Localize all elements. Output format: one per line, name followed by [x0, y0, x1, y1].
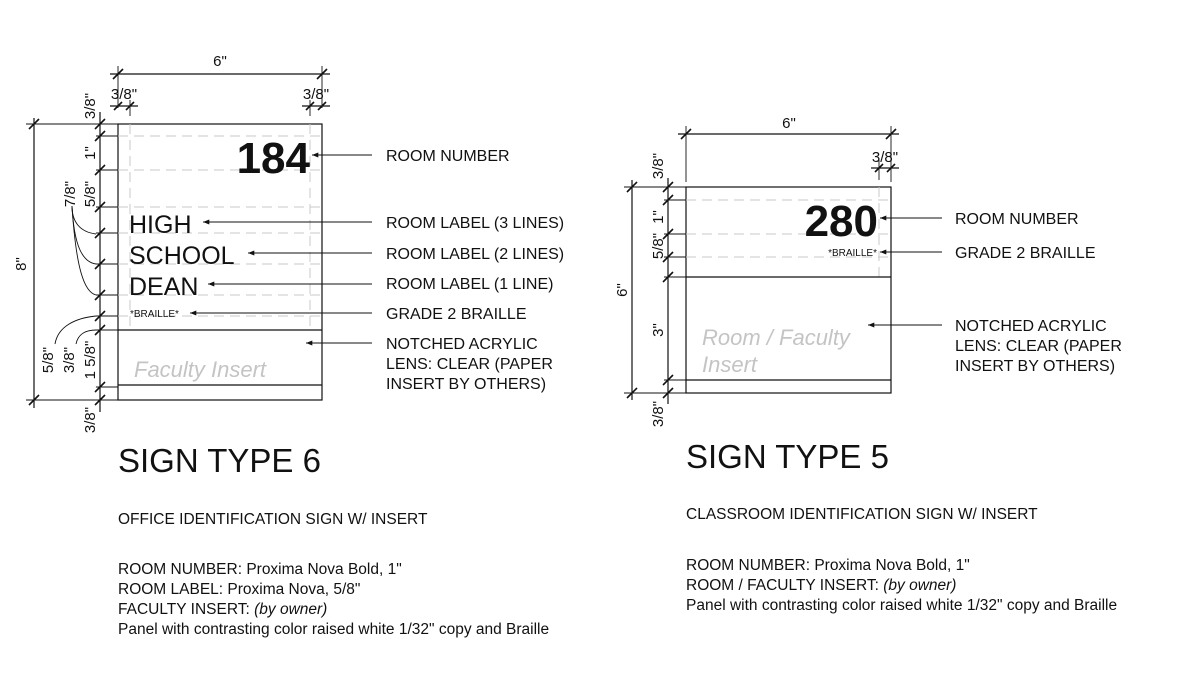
spec-room-label-label: ROOM LABEL: — [118, 581, 224, 598]
spec-block — [118, 561, 549, 638]
sign-title: SIGN TYPE 6 — [118, 442, 321, 479]
sign-panel — [686, 187, 891, 393]
spec-room-number-label: ROOM NUMBER: — [686, 557, 810, 574]
dim-label-line: 5/8" — [82, 180, 99, 208]
faculty-insert-text: Faculty Insert — [134, 357, 267, 382]
callout-lens-line-2: LENS: CLEAR (PAPER — [955, 338, 1122, 355]
room-label-line-1: HIGH — [129, 211, 192, 239]
sign-subtitle: CLASSROOM IDENTIFICATION SIGN W/ INSERT — [686, 506, 1038, 523]
callout-lens-line-3: INSERT BY OTHERS) — [386, 376, 547, 393]
sign-title: SIGN TYPE 5 — [686, 438, 889, 475]
spec-insert-label: FACULTY INSERT: — [118, 601, 250, 618]
width-label: 6" — [213, 53, 227, 70]
dim-room-number: 1" — [82, 146, 99, 160]
callout-room-label-3: ROOM LABEL (3 LINES) — [386, 215, 565, 232]
spec-insert-label: ROOM / FACULTY INSERT: — [686, 577, 879, 594]
margin-right-label: 3/8" — [871, 149, 899, 166]
height-label: 8" — [13, 257, 30, 271]
room-label-line-2: SCHOOL — [129, 242, 235, 270]
margin-dimension — [871, 149, 899, 180]
callout-labels — [386, 148, 564, 393]
callout-lens-line-2: LENS: CLEAR (PAPER — [386, 356, 553, 373]
spec-insert-value: (by owner) — [883, 577, 957, 594]
spec-block — [686, 557, 1117, 614]
callout-room-label-1: ROOM LABEL (1 LINE) — [386, 276, 554, 293]
spec-room-number-label: ROOM NUMBER: — [118, 561, 242, 578]
vertical-chain-dimension — [650, 153, 686, 427]
room-number: 280 — [804, 197, 878, 246]
sign-panel — [118, 124, 322, 400]
dim-bottom-margin: 3/8" — [82, 406, 99, 434]
room-number: 184 — [236, 134, 310, 183]
dim-insert: 1 5/8" — [82, 340, 99, 380]
vertical-chain-dimension — [40, 93, 118, 433]
spec-room-number-value: Proxima Nova Bold, 1" — [246, 561, 402, 578]
margin-left-label: 3/8" — [110, 86, 138, 103]
dim-room-number: 1" — [650, 210, 667, 224]
dim-label-gap: 7/8" — [62, 180, 79, 208]
margin-dimension — [110, 86, 330, 116]
callout-lens-line-1: NOTCHED ACRYLIC — [955, 318, 1107, 335]
sign-subtitle: OFFICE IDENTIFICATION SIGN W/ INSERT — [118, 511, 428, 528]
insert-text-line-2: Insert — [702, 352, 758, 377]
spec-room-number-value: Proxima Nova Bold, 1" — [814, 557, 970, 574]
callout-room-number: ROOM NUMBER — [955, 211, 1079, 228]
margin-right-label: 3/8" — [302, 86, 330, 103]
svg-text:FACULTY INSERT: (by ow — [118, 601, 327, 618]
svg-text:ROOM NUMBER: Proxima N — [118, 561, 402, 578]
dim-insert: 3" — [650, 323, 667, 337]
callout-room-label-2: ROOM LABEL (2 LINES) — [386, 246, 565, 263]
svg-text:ROOM NUMBER: Proxima N — [686, 557, 970, 574]
callout-braille: GRADE 2 BRAILLE — [386, 306, 527, 323]
callout-room-number: ROOM NUMBER — [386, 148, 510, 165]
spec-panel-note: Panel with contrasting color raised white 1/32" copy and Braille — [118, 621, 550, 638]
dim-braille-gap: 5/8" — [650, 232, 667, 260]
dim-top-margin: 3/8" — [82, 92, 99, 120]
callout-labels — [955, 211, 1122, 375]
dim-bottom-margin: 3/8" — [650, 400, 667, 428]
height-label: 6" — [614, 283, 631, 297]
spec-insert-value: (by owner) — [254, 601, 328, 618]
sign-type-6 — [13, 53, 564, 638]
width-label: 6" — [782, 115, 796, 132]
callout-braille: GRADE 2 BRAILLE — [955, 245, 1096, 262]
svg-text:ROOM LABEL: Proxima No — [118, 581, 360, 598]
callout-lens-line-3: INSERT BY OTHERS) — [955, 358, 1116, 375]
width-dimension — [678, 115, 899, 182]
insert-text-line-1: Room / Faculty — [702, 325, 850, 350]
room-label-line-3: DEAN — [129, 273, 199, 301]
spec-panel-note: Panel with contrasting color raised white 1/32" copy and Braille — [686, 597, 1118, 614]
braille-text: *BRAILLE* — [828, 248, 877, 259]
dim-top-margin: 3/8" — [650, 152, 667, 180]
sign-type-5 — [614, 115, 1122, 614]
width-dimension — [110, 53, 330, 108]
braille-text: *BRAILLE* — [130, 309, 179, 320]
dim-lens-top: 3/8" — [61, 346, 78, 374]
callout-lens-line-1: NOTCHED ACRYLIC — [386, 336, 538, 353]
spec-room-label-value: Proxima Nova, 5/8" — [227, 581, 361, 598]
dim-braille-gap: 5/8" — [40, 346, 57, 374]
svg-text:ROOM / FACULTY INSERT: — [686, 577, 956, 594]
